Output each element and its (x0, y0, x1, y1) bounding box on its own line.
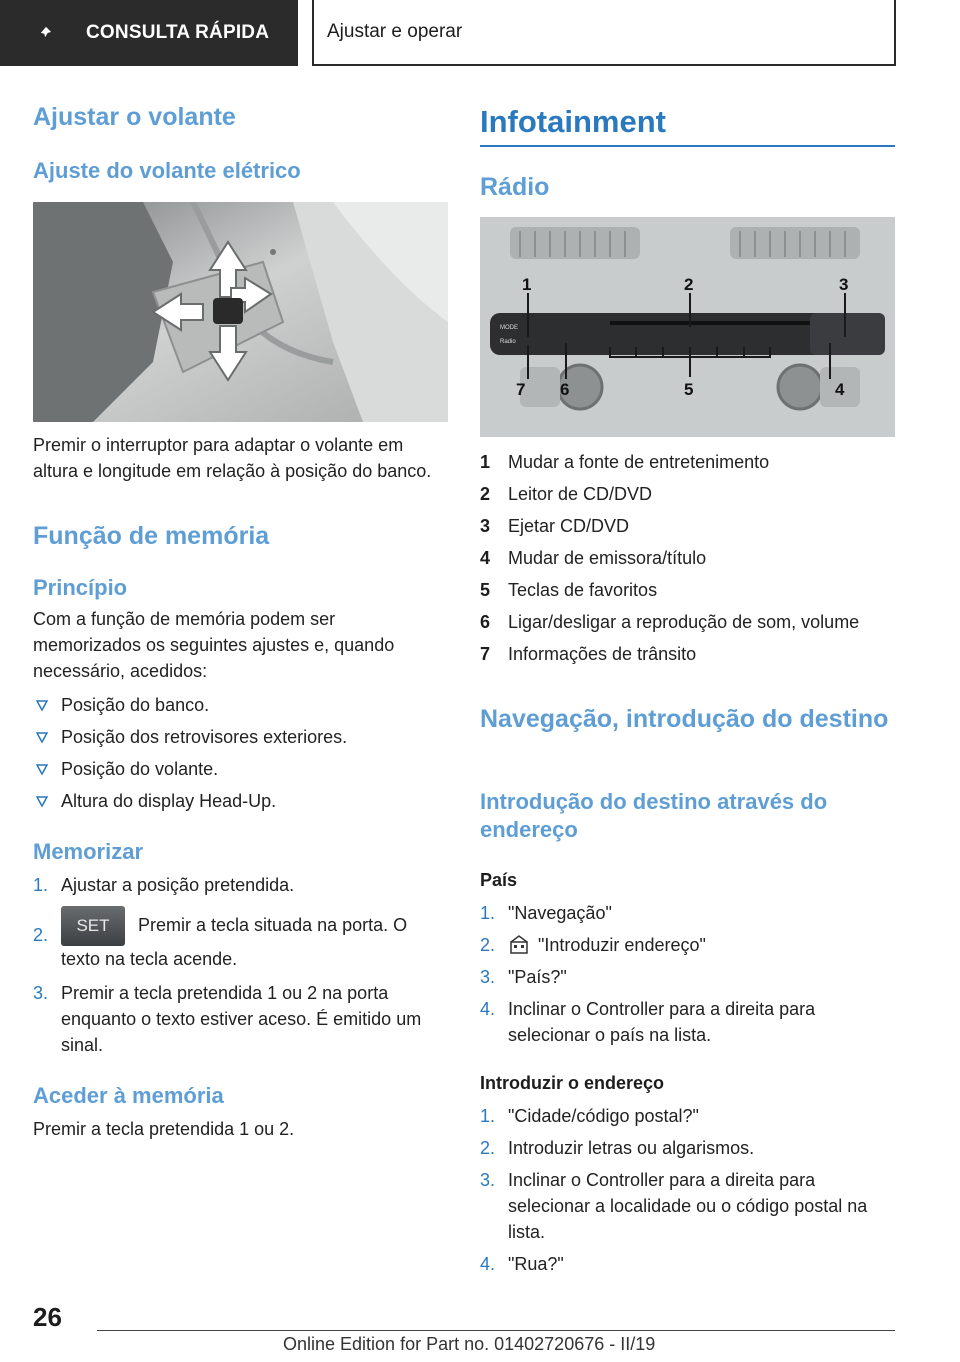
step-text: Premir a tecla situada na porta. O texto na tecla acende. (61, 914, 408, 969)
legend-item: 5 Teclas de favoritos (480, 580, 658, 600)
step-text: Premir a tecla pretendida 1 ou 2 na porta enquanto o texto estiver aceso. É emitido um sinal. (61, 983, 422, 1055)
list-item (33, 756, 448, 782)
principle-text: Com a função de memória podem ser memorizados os seguintes ajustes e, quando necessário, acedidos: (33, 609, 395, 681)
quick-reference-tab[interactable] (0, 0, 298, 66)
subsection-title: Ajuste do volante elétrico (33, 158, 301, 183)
list-item (33, 788, 448, 814)
country-steps (480, 900, 895, 1048)
list-item-text: Altura do display Head-Up. (61, 791, 277, 811)
triangle-bullet-icon (36, 764, 48, 775)
pin-icon (40, 26, 52, 38)
footer-rule (97, 1330, 895, 1331)
radio-panel-image (480, 217, 895, 437)
callout-5: 5 (684, 380, 694, 399)
section-label: Ajustar e operar (327, 21, 463, 42)
legend-item: 6 Ligar/desligar a reprodução de som, volume (480, 612, 860, 632)
page-header (0, 0, 960, 66)
triangle-bullet-icon (36, 732, 48, 743)
step-item: 2. Introduzir letras ou algarismos. (480, 1138, 755, 1158)
country-heading: País (480, 870, 518, 890)
radio-radio-label: Radio (500, 339, 516, 345)
steering-description: Premir o interruptor para adaptar o volante em altura e longitude em relação à posição do banco. (33, 435, 432, 481)
callout-6: 6 (560, 380, 570, 399)
step-text: Ajustar a posição pretendida. (61, 875, 295, 895)
triangle-bullet-icon (36, 796, 48, 807)
legend-item: 3 Ejetar CD/DVD (480, 516, 630, 536)
step-item: 4. "Rua?" (480, 1254, 564, 1274)
radio-title: Rádio (480, 173, 550, 201)
step-item: 4. Inclinar o Controller para a direita para selecionar o país na lista. (480, 999, 816, 1045)
legend-item: 7 Informações de trânsito (480, 644, 697, 664)
legend-item: 4 Mudar de emissora/título (480, 548, 707, 568)
set-key-icon: SET (61, 906, 125, 946)
principle-title: Princípio (33, 575, 128, 600)
chapter-rule (480, 145, 895, 147)
recall-title: Aceder à memória (33, 1083, 224, 1108)
callout-2: 2 (684, 275, 694, 294)
step-item (33, 980, 448, 1058)
step-item (33, 872, 448, 898)
callout-4: 4 (835, 380, 845, 399)
address-steps (480, 1103, 895, 1277)
list-item-text: Posição do banco. (61, 695, 210, 715)
callout-7: 7 (516, 380, 526, 399)
step-item: 1. "Cidade/código postal?" (480, 1106, 699, 1126)
list-item (33, 692, 448, 718)
edition-text: Online Edition for Part no. 01402720676 - II/19 (283, 1334, 656, 1354)
callout-1: 1 (522, 275, 532, 294)
steering-adjust-image (33, 202, 448, 422)
step-number: 3. (33, 983, 49, 1003)
step-number: 1. (33, 875, 49, 895)
tab-label: CONSULTA RÁPIDA (86, 22, 270, 43)
section-title: Ajustar o volante (33, 103, 236, 131)
step-number: 2. (33, 925, 49, 945)
recall-text: Premir a tecla pretendida 1 ou 2. (33, 1119, 295, 1139)
building-icon (508, 933, 530, 955)
triangle-bullet-icon (36, 700, 48, 711)
radio-mode-label: MODE (500, 325, 518, 331)
memory-title: Função de memória (33, 522, 270, 550)
step-item: 1. "Navegação" (480, 903, 612, 923)
steering-illustration (33, 202, 448, 422)
list-item (33, 724, 448, 750)
navigation-title: Navegação, introdução do destino (480, 705, 889, 733)
list-item-text: Posição dos retrovisores exteriores. (61, 727, 348, 747)
store-title: Memorizar (33, 839, 144, 864)
legend-item: 2 Leitor de CD/DVD (480, 484, 653, 504)
step-item: 3. "País?" (480, 967, 567, 987)
legend-item: 1 Mudar a fonte de entretenimento (480, 452, 770, 472)
callout-3: 3 (839, 275, 849, 294)
radio-illustration (480, 217, 895, 437)
store-steps (33, 872, 448, 1058)
list-item-text: Posição do volante. (61, 759, 219, 779)
page-number: 26 (33, 1302, 62, 1332)
radio-legend (480, 446, 895, 670)
step-item (33, 906, 448, 972)
step-item: 2. "Introduzir endereço" (480, 935, 706, 955)
chapter-title: Infotainment (480, 104, 666, 139)
address-title: Introdução do destino através do endereço (480, 789, 828, 842)
address-heading: Introduzir o endereço (480, 1073, 665, 1093)
section-header (312, 0, 896, 66)
step-item: 3. Inclinar o Controller para a direita para selecionar a localidade ou o código postal na lista. (480, 1170, 868, 1242)
principle-list (33, 692, 448, 814)
